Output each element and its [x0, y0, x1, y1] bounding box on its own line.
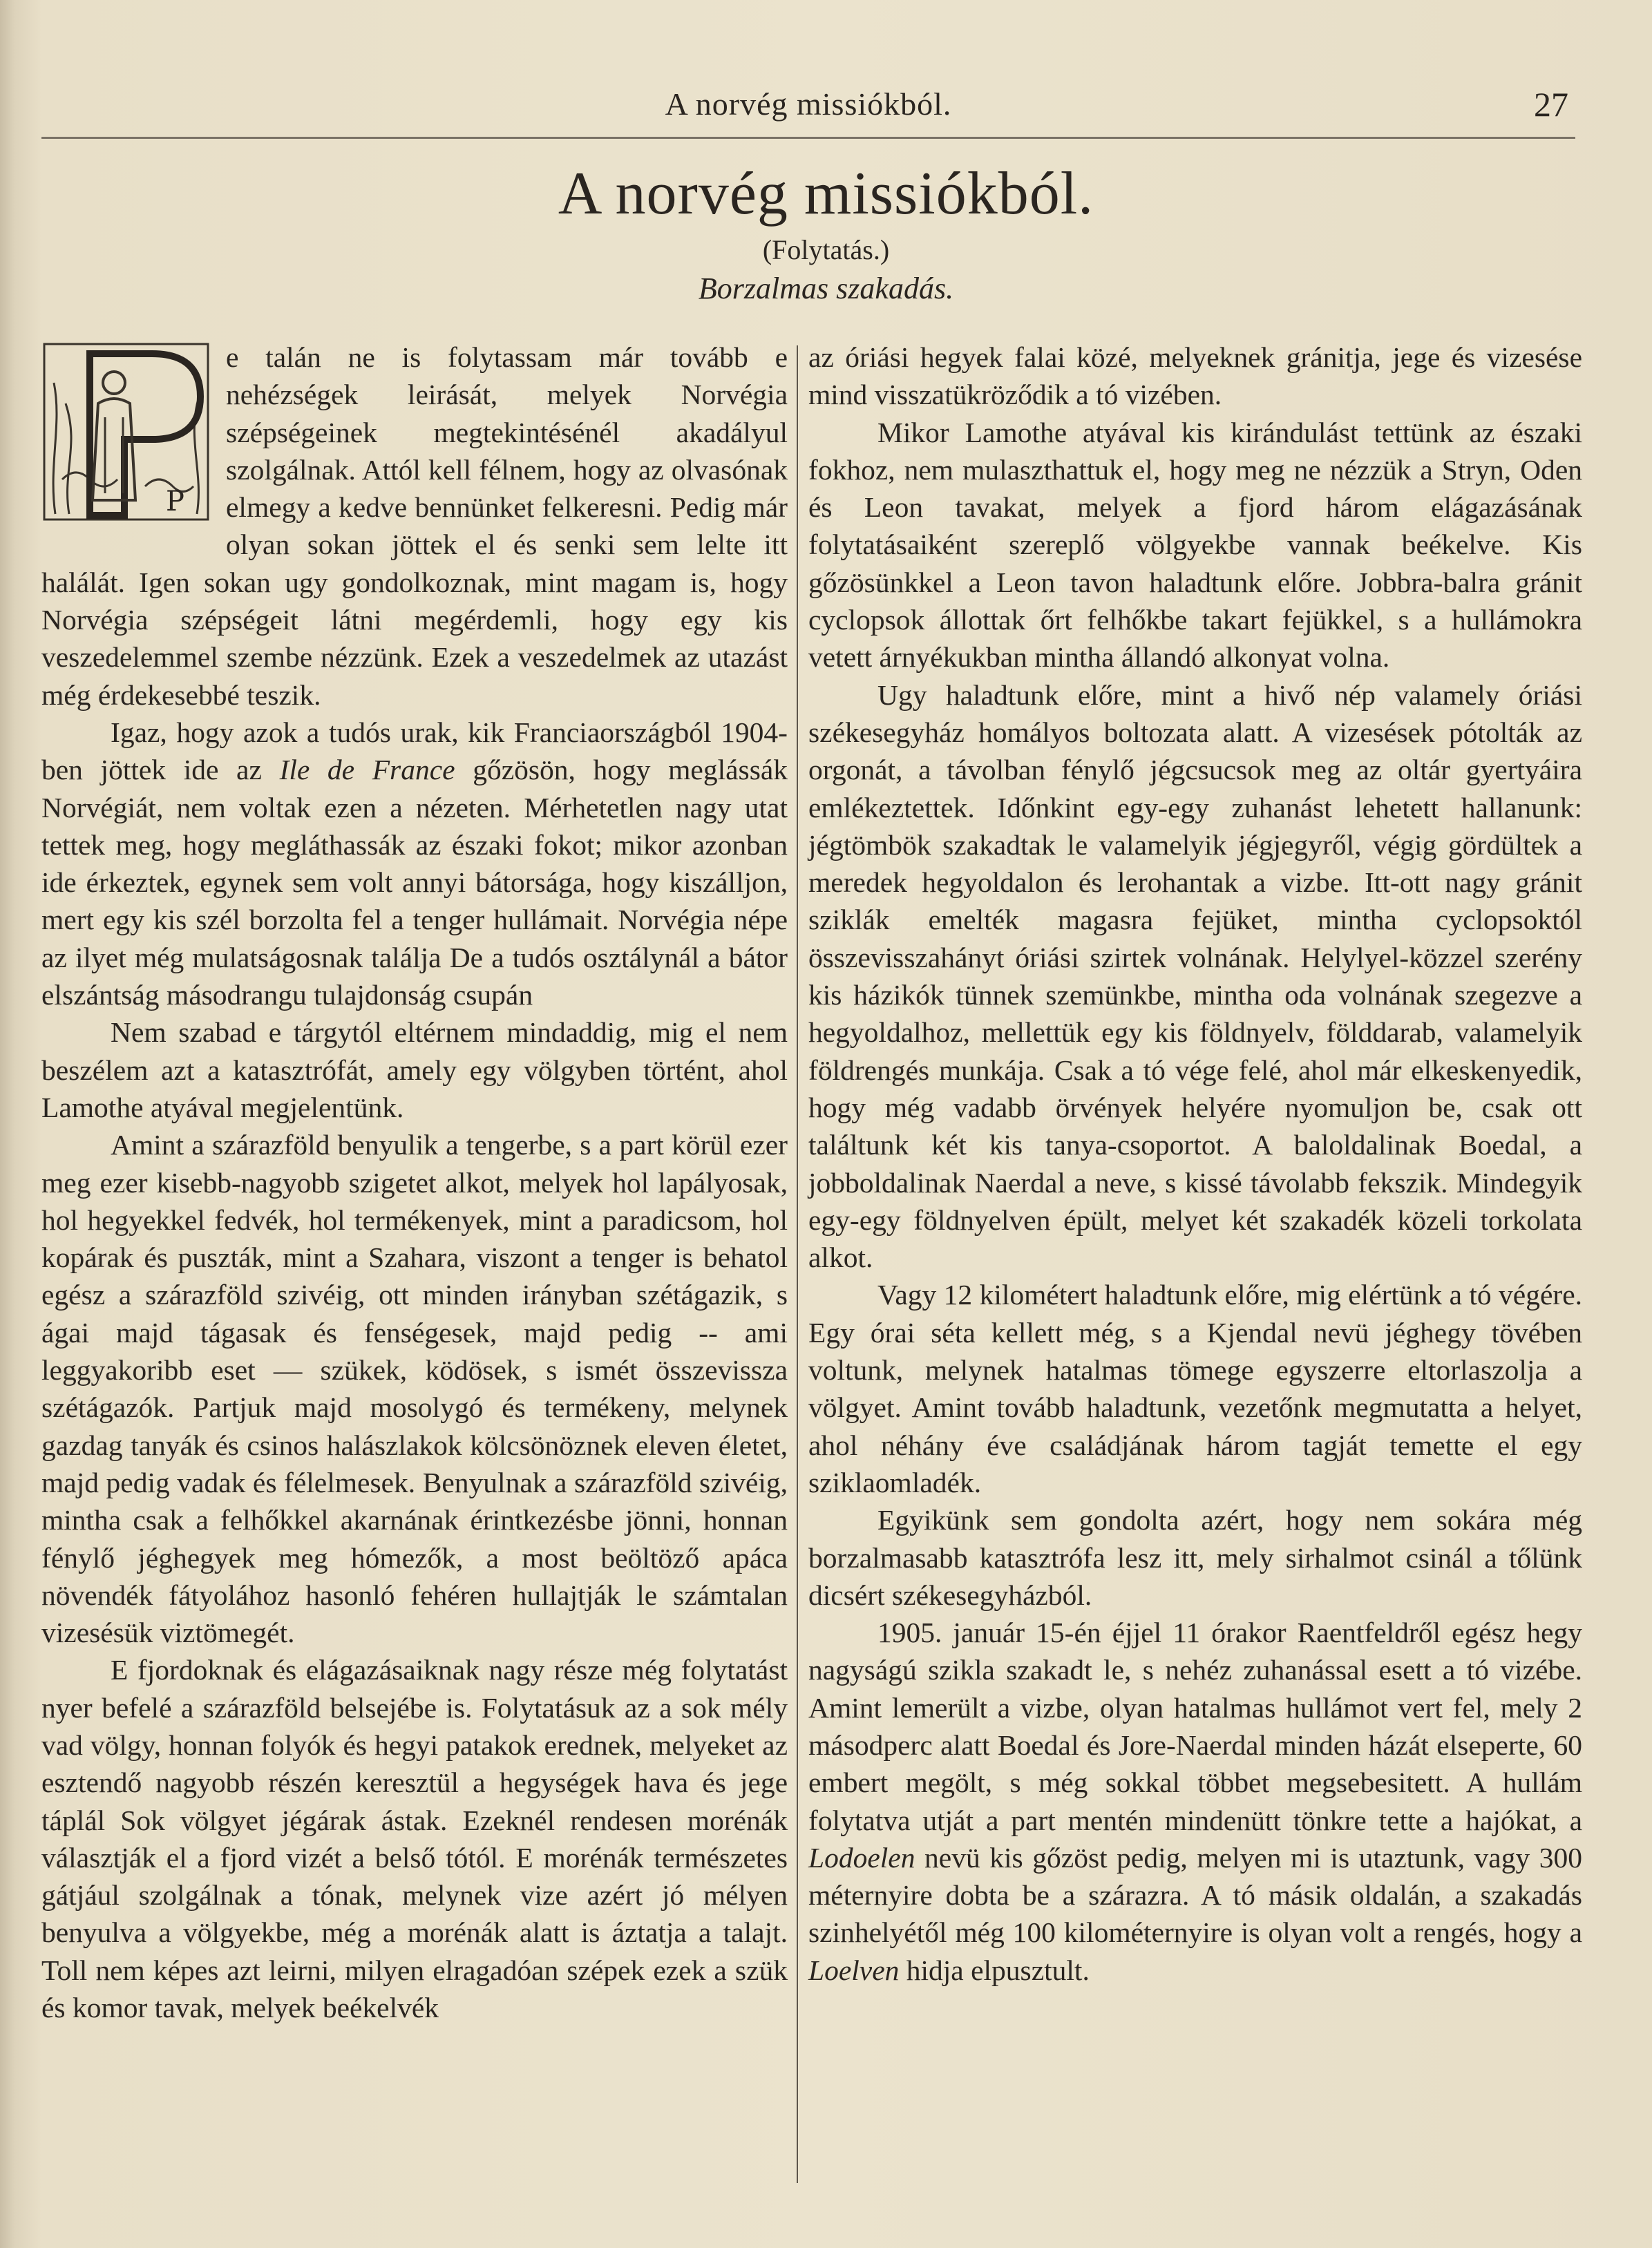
article-subtitle: Borzalmas szakadás.	[698, 272, 954, 305]
drop-cap-illustration	[41, 341, 211, 522]
paragraph-text: hidja elpusztult.	[906, 1954, 1090, 1986]
paragraph	[41, 714, 788, 1013]
paragraph-text: Igaz, hogy azok a tudós urak, kik Franciaországból 1904-ben jöttek ide az	[41, 716, 788, 786]
column-divider	[797, 345, 798, 2183]
drop-cap-letter: P	[166, 486, 184, 517]
ship-name: Lodoelen	[808, 1841, 915, 1874]
paragraph: Egyikünk sem gondolta azért, hogy nem sokára még borzalmasabb katasztrófa lesz itt, mely sirhalmot csinál a tőlünk dicsért székesegyházból.	[808, 1504, 1582, 1611]
ship-name: Ile de France	[279, 754, 455, 786]
page-number: 27	[1534, 85, 1568, 124]
place-name: Loelven	[808, 1954, 900, 1986]
right-column	[808, 339, 1582, 2204]
article-title: A norvég missiókból.	[558, 160, 1094, 227]
paragraph: az óriási hegyek falai közé, melyeknek gránitja, jege és vizesése mind visszatükröződik a tó vizében.	[808, 341, 1582, 411]
paragraph: E fjordoknak és elágazásaiknak nagy része még folytatást nyer befelé a szárazföld belsejébe is. Folytatásuk az a sok mély vad völgy, honnan folyók és hegyi patakok erednek, melyeket az esztendő nagyobb részén keresztül a hegységek hava és jege táplál Sok völgyet jégárak ástak. Ezeknél rendesen morénák választják el a fjord vizét a belső tótól. E morénák természetes gátjául szolgálnak a tónak, melynek vize azért jó mélyen benyulva a völgyekbe, még a morénák alatt is áztatja a talajt. Toll nem képes azt leirni, milyen elragadóan szépek ezek a szük és komor tavak, melyek beékelvék	[41, 1654, 788, 2024]
paragraph-text: 1905. január 15-én éjjel 11 órakor Raentfeldről egész hegy nagyságú szikla szakadt le, s nehéz zuhanással esett a tó vizébe. Amint lemerült a vizbe, olyan hatalmas hullámot vert fel, mely 2 másodperc alatt Boedal és Jore-Naerdal minden házát elseperte, 60 embert megölt, s még sokkal többet megsebesitett. A hullám folytatva utját a part mentén mindenütt tönkre tette a hajókat, a	[808, 1617, 1582, 1836]
left-column	[41, 339, 788, 2204]
running-head	[41, 82, 1575, 139]
paragraph: Mikor Lamothe atyával kis kirándulást tettünk az északi fokhoz, nem mulaszthattuk el, hogy meg ne nézzük a Stryn, Oden és Leon tavakat, melyek a fjord három elágazásának folytatásaiként szereplő völgyekbe vannak beékelve. Kis gőzösünkkel a Leon tavon haladtunk előre. Jobbra-balra gránit cyclopsok állottak őrt felhőkbe takart fejükkel, s a hullámokra vetett árnyékukban mintha állandó alkonyat volna.	[808, 416, 1582, 674]
running-head-title: A norvég missiókból.	[665, 86, 952, 122]
paragraph	[808, 1614, 1582, 1989]
paragraph: Amint a szárazföld benyulik a tengerbe, s a part körül ezer meg ezer kisebb-nagyobb szigetet alkot, melyek hol lapályosak, hol hegyekkel fedvék, hol termékenyek, mint a paradicsom, hol kopárak és puszták, mint a Szahara, viszont a tenger is behatol egész a szárazföld szivéig, ott minden irányban szétágazik, s ágai majd tágasak és fenségesek, majd pedig -- ami leggyakoribb eset — szükek, ködösek, s ismét összevissza szétágazók. Partjuk majd mosolygó és termékeny, melynek gazdag tanyák és csinos halászlakok kölcsönöznek eleven életet, majd pedig vadak és félelmesek. Benyulnak a szárazföld szivéig, mintha csak a felhőkkel akarnának érintkezésbe jönni, honnan fénylő jéghegyek meg hómezők, a most beöltöző apáca növendék fátyolához hasonló fehéren hullajtják le számtalan vizesésük viztömegét.	[41, 1129, 788, 1649]
continued-note: (Folytatás.)	[762, 234, 890, 265]
paragraph-text: e talán ne is folytassam már tovább e nehézségek leirását, melyek Norvégia szépségeinek megtekintésénél akadályul szolgálnak. Attól kell félnem, hogy az olvasónak elmegy a kedve bennünket felkeresni. Pedig már olyan sokan jöttek el és senki sem lelte itt halálát. Igen sokan ugy gondolkoznak, mint magam is, hogy Norvégia szépségeit látni megérdemli, hogy egy kis veszedelemmel szembe nézzünk. Ezek a veszedelmek az utazást még érdekesebbé teszik.	[41, 341, 788, 711]
paragraph	[41, 339, 788, 714]
paragraph: Nem szabad e tárgytól eltérnem mindaddig, mig el nem beszélem azt a katasztrófát, amely egy völgyben történt, ahol Lamothe atyával megjelentünk.	[41, 1016, 788, 1123]
paragraph: Ugy haladtunk előre, mint a hivő nép valamely óriási székesegyház homályos boltozata alatt. A vizesések pótolták az orgonát, a távolban fénylő jégcsucsok meg az oltár gyertyáira emlékeztettek. Időnkint egy-egy zuhanást lehetett hallanunk: jégtömbök szakadtak le valamelyik jégjegyről, végig gördültek a meredek hegyoldalon és lerohantak a vizbe. Itt-ott nagy gránit sziklák emelték magasra fejüket, mintha cyclopsoktól összevisszahányt óriási szirtek volnának. Helylyel-közzel szerény kis házikók tünnek szemünkbe, mintha oda volnának szegezve a hegyoldalhoz, mellettük egy kis földnyelv, földdarab, valamelyik földrengés munkája. Csak a tó vége felé, ahol már elkeskenyedik, hogy még vadabb örvények helyére nyomuljon be, csak ott találtunk két kis tanya-csoportot. A baloldalinak Boedal, a jobboldalinak Naerdal a neve, s kissé távolabb fekszik. Mindegyik egy-egy földnyelven épült, melyet két szakadék közeli torkolata alkot.	[808, 678, 1582, 1274]
paragraph-text: nevü kis gőzöst pedig, melyen mi is utaztunk, vagy 300 méternyire dobta be a szárazra. A tó másik oldalán, a szakadás szinhelyétől még 100 kilométernyire is olyan volt a rengés, hogy a	[808, 1841, 1583, 1949]
paragraph: Vagy 12 kilométert haladtunk előre, mig elértünk a tó végére. Egy órai séta kellett még, s a Kjendal nevü jéghegy tövében voltunk, melynek hatalmas tömege egyszerre eltorlaszolja a völgyet. Amint tovább haladtunk, vezetőnk megmutatta a helyet, ahol néhány éve családjának három tagját temette el egy sziklaomladék.	[808, 1279, 1582, 1498]
paragraph-text: gőzösön, hogy meglássák Norvégiát, nem voltak ezen a nézeten. Mérhetetlen nagy utat tettek meg, hogy megláthassák az északi fokot; mikor azonban ide érkeztek, egynek sem volt annyi bátorsága, hogy kiszálljon, mert egy kis szél borzolta fel a tenger hullámait. Norvégia népe az ilyet még mulatságosnak találja De a tudós osztálynál a bátor elszántság másodrangu tulajdonság csupán	[41, 754, 788, 1011]
